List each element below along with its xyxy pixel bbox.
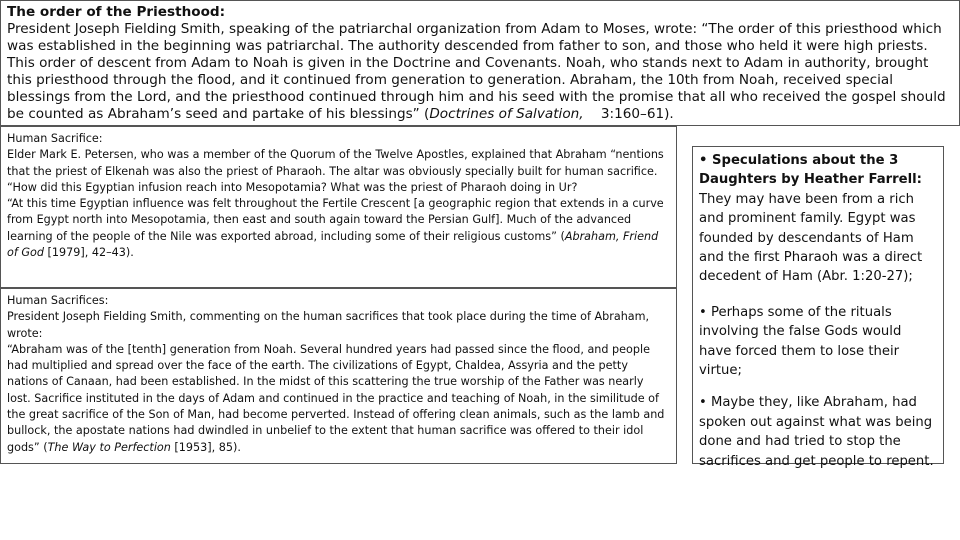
speculation-point-3: • Maybe they, like Abraham, had spoken out against what was being done and had tried to stop the sacrifices and get people to repent. (699, 395, 934, 469)
priesthood-heading: The order of the Priesthood: (7, 4, 226, 20)
speculations-heading: • Speculations about the 3 Daughters by Heather Farrell: (699, 153, 922, 188)
human-sacrifices-heading: Human Sacrifices: (7, 294, 109, 307)
human-sacrifice-textbox (0, 126, 677, 288)
human-sacrifices-para-2 (7, 342, 670, 456)
human-sacrifices-textbox (0, 288, 677, 464)
human-sacrifice-source: Abraham, Friend of God (7, 229, 659, 260)
human-sacrifices-para-1: President Joseph Fielding Smith, commenting on the human sacrifices that took place during the time of Abraham, wrote: (7, 310, 650, 340)
human-sacrifice-para-3-text: “At this time Egyptian influence was felt throughout the Fertile Crescent [a geographic region that extends in a curve from Egypt north into Mesopotamia, then east and south again toward the Persian Gulf]. Much of the advanced learning of the people of the Nile was exported abroad, including some of their religious customs” ( (7, 197, 664, 243)
speculation-point-1: They may have been from a rich and prominent family. Egypt was founded by descendants of Ham and the first Pharaoh was a direct decedent of Ham (Abr. 1:20-27); (699, 191, 923, 285)
human-sacrifice-citation: [1979], 42–43). (43, 246, 134, 260)
priesthood-body: President Joseph Fielding Smith, speaking of the patriarchal organization from Adam to Moses, wrote: “The order of this priesthood which was established in the beginning was patriarchal. The authority descended from father to son, and those who held it were high priests. This order of descent from Adam to Noah is given in the Doctrine and Covenants. Noah, who stands next to Adam in authority, brought this priesthood through the flood, and it continued from generation to generation. Abraham, the 10th from Noah, received special blessings from the Lord, and the priesthood continued through him and his seed with the promise that all who received the gospel should be counted as Abraham’s seed and partake of his blessings” ( (7, 21, 946, 122)
speculation-point-2: • Perhaps some of the rituals involving the false Gods would have forced them to lose their virtue; (699, 304, 902, 379)
human-sacrifices-citation: [1953], 85). (170, 440, 241, 454)
speculations-textbox (692, 146, 944, 469)
human-sacrifice-para-2: “How did this Egyptian infusion reach into Mesopotamia? What was the priest of Pharaoh doing in Ur? (7, 180, 578, 194)
human-sacrifice-para-1: Elder Mark E. Petersen, who was a member of the Quorum of the Twelve Apostles, explained that Abraham “nentions that the priest of Elkenah was also the priest of Pharaoh. The altar was obviously specially built for human sacrifice. (7, 148, 664, 178)
human-sacrifice-heading: Human Sacrifice: (7, 132, 103, 145)
human-sacrifices-para-2-text: “Abraham was of the [tenth] generation from Noah. Several hundred years had passed since the flood, and people had multiplied and spread over the face of the earth. The civilizations of Egypt, Chaldea, Assyria and the petty nations of Canaan, had been established. In the midst of this scattering the true worship of the Father was nearly lost. Sacrifice instituted in the days of Adam and continued in the practice and teaching of Noah, in the similitude of the great sacrifice of the Son of Man, had become perverted. Instead of offering clean animals, such as the lamb and bullock, the apostate nations had dwindled in unbelief to the extent that human sacrifice was offered to their idol gods” ( (7, 342, 665, 454)
human-sacrifice-para-3 (7, 196, 670, 261)
priesthood-textbox (0, 0, 960, 126)
human-sacrifices-source: The Way to Perfection (47, 440, 171, 454)
priesthood-source: Doctrines of Salvation, (429, 106, 584, 122)
priesthood-citation: 3:160–61). (583, 106, 674, 122)
